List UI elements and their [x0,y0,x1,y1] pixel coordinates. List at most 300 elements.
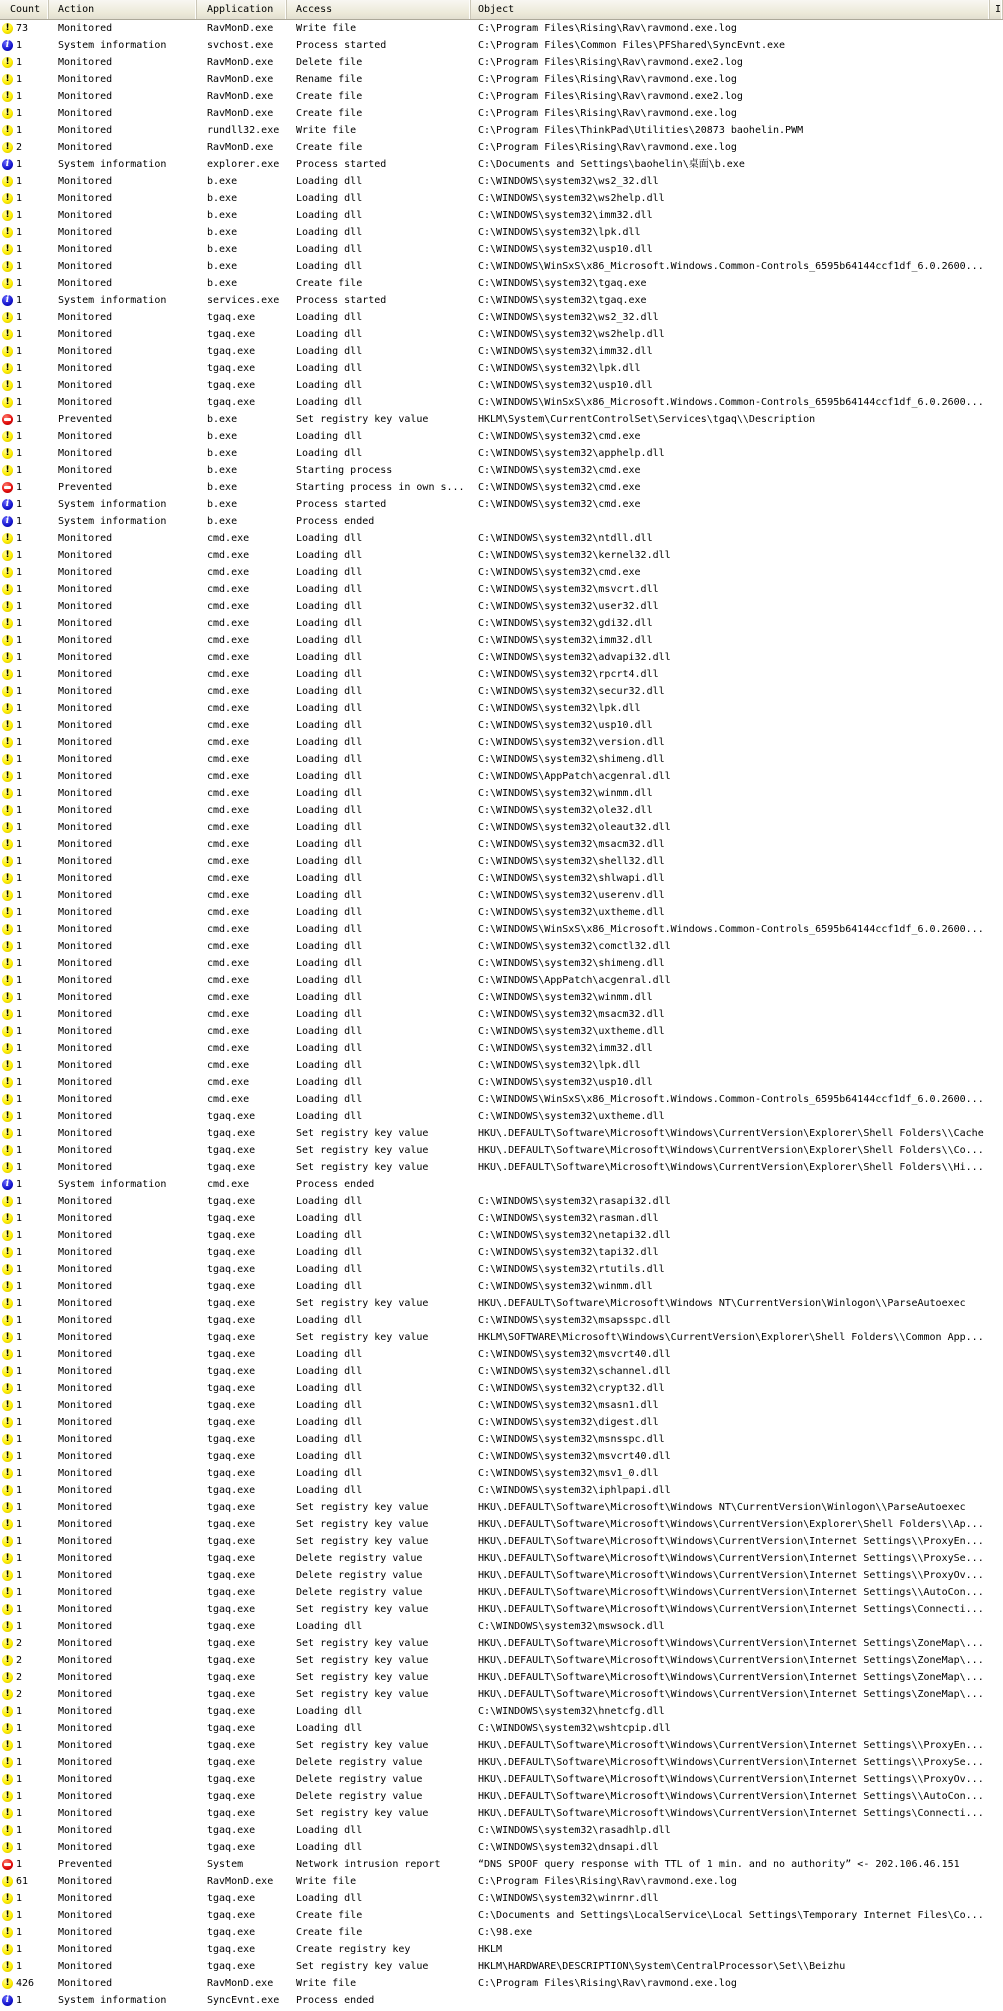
log-row[interactable] [0,479,1003,496]
action-cell: Monitored [58,550,113,561]
access-cell: Loading dll [296,618,363,629]
monitored-warning-icon: ! [2,1366,13,1377]
log-row[interactable] [0,785,1003,802]
log-row[interactable] [0,1346,1003,1363]
count-value: 1 [16,873,23,884]
column-header-object[interactable]: Object [471,0,990,19]
access-cell: Create file [296,91,363,102]
application-cell: cmd.exe [207,822,250,833]
log-row[interactable] [0,1482,1003,1499]
count-value: 1 [16,1536,23,1547]
monitored-warning-icon: ! [2,1451,13,1462]
object-cell: C:\WINDOWS\system32\uxtheme.dll [478,1111,665,1122]
application-cell: cmd.exe [207,652,250,663]
monitored-warning-icon: ! [2,210,13,221]
action-cell: Monitored [58,720,113,731]
object-cell: HKU\.DEFAULT\Software\Microsoft\Windows NT\CurrentVersion\Winlogon\\ParseAutoexec [478,1502,966,1513]
log-row[interactable] [0,1227,1003,1244]
log-row[interactable] [0,1720,1003,1737]
monitored-warning-icon: ! [2,431,13,442]
log-row[interactable] [0,1414,1003,1431]
application-cell: RavMonD.exe [207,57,274,68]
log-row[interactable] [0,1040,1003,1057]
log-row[interactable] [0,1652,1003,1669]
log-row[interactable] [0,258,1003,275]
access-cell: Set registry key value [296,414,429,425]
count-cell [0,938,49,955]
object-cell: C:\WINDOWS\system32\usp10.dll [478,380,653,391]
log-row[interactable] [0,1057,1003,1074]
application-cell: services.exe [207,295,280,306]
action-cell: Monitored [58,261,113,272]
log-row[interactable] [0,1516,1003,1533]
log-row[interactable] [0,547,1003,564]
log-row[interactable] [0,1907,1003,1924]
log-row[interactable] [0,666,1003,683]
log-row[interactable] [0,1142,1003,1159]
action-cell: Monitored [58,278,113,289]
log-row[interactable] [0,598,1003,615]
access-cell: Loading dll [296,1281,363,1292]
count-value: 1 [16,1196,23,1207]
monitored-warning-icon: ! [2,1264,13,1275]
monitored-warning-icon: ! [2,1774,13,1785]
monitored-warning-icon: ! [2,1638,13,1649]
object-cell: C:\WINDOWS\system32\shimeng.dll [478,754,665,765]
access-cell: Delete registry value [296,1774,423,1785]
count-cell [0,1856,49,1873]
log-row[interactable] [0,904,1003,921]
object-cell: C:\WINDOWS\system32\kernel32.dll [478,550,671,561]
log-row[interactable] [0,1244,1003,1261]
monitored-warning-icon: ! [2,1604,13,1615]
object-cell: C:\WINDOWS\system32\iphlpapi.dll [478,1485,671,1496]
access-cell: Delete registry value [296,1570,423,1581]
log-row[interactable] [0,1584,1003,1601]
monitored-warning-icon: ! [2,1060,13,1071]
object-cell: HKLM [478,1944,503,1955]
log-row[interactable] [0,1635,1003,1652]
count-value: 1 [16,788,23,799]
monitored-warning-icon: ! [2,839,13,850]
access-cell: Loading dll [296,448,363,459]
count-cell [0,275,49,292]
count-cell [0,1210,49,1227]
log-row[interactable] [0,139,1003,156]
object-cell: C:\WINDOWS\system32\netapi32.dll [478,1230,671,1241]
object-cell: C:\WINDOWS\WinSxS\x86_Microsoft.Windows.Common-Controls_6595b64144ccf1df_6.0.2600... [478,1094,984,1105]
log-row[interactable] [0,1669,1003,1686]
log-row[interactable] [0,921,1003,938]
log-row[interactable] [0,1686,1003,1703]
application-cell: cmd.exe [207,584,250,595]
log-row[interactable] [0,1550,1003,1567]
action-cell: Monitored [58,1264,113,1275]
object-cell: C:\Program Files\Rising\Rav\ravmond.exe.log [478,23,737,34]
log-row[interactable] [0,173,1003,190]
log-row[interactable] [0,411,1003,428]
action-cell: Monitored [58,1842,113,1853]
action-cell: Monitored [58,1247,113,1258]
log-row[interactable] [0,394,1003,411]
column-header-access[interactable]: Access [287,0,471,19]
monitored-warning-icon: ! [2,1536,13,1547]
application-cell: b.exe [207,176,238,187]
action-cell: Monitored [58,1774,113,1785]
log-row[interactable] [0,105,1003,122]
log-row[interactable] [0,1924,1003,1941]
application-cell: System [207,1859,244,1870]
log-row[interactable] [0,1890,1003,1907]
system-information-icon: i [2,1995,13,2006]
log-row[interactable] [0,530,1003,547]
access-cell: Loading dll [296,176,363,187]
count-value: 1 [16,1502,23,1513]
monitored-warning-icon: ! [2,1247,13,1258]
log-row[interactable] [0,1958,1003,1975]
log-row[interactable] [0,207,1003,224]
log-row[interactable] [0,768,1003,785]
log-row[interactable] [0,564,1003,581]
count-value: 1 [16,1553,23,1564]
access-cell: Loading dll [296,1009,363,1020]
log-row[interactable] [0,632,1003,649]
count-value: 1 [16,1859,23,1870]
log-row[interactable] [0,1312,1003,1329]
access-cell: Loading dll [296,720,363,731]
count-value: 1 [16,1451,23,1462]
count-value: 61 [16,1876,29,1887]
access-cell: Set registry key value [296,1298,429,1309]
count-cell [0,1142,49,1159]
log-row[interactable] [0,836,1003,853]
log-row[interactable] [0,1431,1003,1448]
log-row[interactable] [0,1737,1003,1754]
log-row[interactable] [0,326,1003,343]
monitored-warning-icon: ! [2,1128,13,1139]
column-header-information[interactable]: I [990,0,1003,19]
log-row[interactable] [0,751,1003,768]
object-cell: HKU\.DEFAULT\Software\Microsoft\Windows\CurrentVersion\Internet Settings\ZoneMap\... [478,1655,984,1666]
log-row[interactable] [0,717,1003,734]
log-row[interactable] [0,734,1003,751]
count-value: 1 [16,40,23,51]
application-cell: tgaq.exe [207,1672,256,1683]
log-row[interactable] [0,1567,1003,1584]
log-row[interactable] [0,88,1003,105]
access-cell: Set registry key value [296,1655,429,1666]
log-row[interactable] [0,1006,1003,1023]
count-value: 1 [16,431,23,442]
log-row[interactable] [0,1754,1003,1771]
log-row[interactable] [0,649,1003,666]
count-cell [0,649,49,666]
count-cell [0,207,49,224]
access-cell: Loading dll [296,822,363,833]
object-cell: “DNS SPOOF query response with TTL of 1 min. and no authority” <- 202.106.46.151 [478,1859,960,1870]
log-row[interactable] [0,1499,1003,1516]
application-cell: cmd.exe [207,1060,250,1071]
count-value: 1 [16,176,23,187]
log-row[interactable] [0,938,1003,955]
count-cell [0,139,49,156]
count-cell [0,632,49,649]
log-row[interactable] [0,122,1003,139]
log-row[interactable] [0,377,1003,394]
action-cell: System information [58,516,167,527]
log-row[interactable] [0,1193,1003,1210]
log-row[interactable] [0,1397,1003,1414]
object-cell: C:\WINDOWS\system32\cmd.exe [478,499,641,510]
application-cell: cmd.exe [207,856,250,867]
action-cell: Monitored [58,788,113,799]
object-cell: HKU\.DEFAULT\Software\Microsoft\Windows\CurrentVersion\Explorer\Shell Folders\\Hi... [478,1162,984,1173]
object-cell: C:\WINDOWS\system32\msv1_0.dll [478,1468,659,1479]
count-cell [0,853,49,870]
count-cell [0,870,49,887]
action-cell: Monitored [58,1672,113,1683]
count-value: 1 [16,1026,23,1037]
action-cell: Monitored [58,1451,113,1462]
log-row[interactable] [0,1159,1003,1176]
count-cell [0,1397,49,1414]
log-row[interactable] [0,1822,1003,1839]
log-row[interactable] [0,887,1003,904]
log-row[interactable] [0,513,1003,530]
log-row[interactable] [0,1805,1003,1822]
monitored-warning-icon: ! [2,329,13,340]
count-value: 1 [16,482,23,493]
log-row[interactable] [0,309,1003,326]
log-row[interactable] [0,1975,1003,1992]
log-row[interactable] [0,156,1003,173]
log-row[interactable] [0,1941,1003,1958]
log-row[interactable] [0,224,1003,241]
log-row[interactable] [0,1788,1003,1805]
log-row[interactable] [0,1992,1003,2009]
access-cell: Loading dll [296,312,363,323]
count-cell [0,1006,49,1023]
log-row[interactable] [0,1533,1003,1550]
log-row[interactable] [0,1873,1003,1890]
action-cell: Monitored [58,1978,113,1989]
monitored-warning-icon: ! [2,465,13,476]
count-value: 1 [16,57,23,68]
log-row[interactable] [0,1601,1003,1618]
object-cell: C:\Documents and Settings\baohelin\桌面\b.exe [478,159,745,170]
count-value: 1 [16,941,23,952]
log-row[interactable] [0,1023,1003,1040]
access-cell: Loading dll [296,1434,363,1445]
log-row[interactable] [0,972,1003,989]
log-row[interactable] [0,1091,1003,1108]
count-value: 1 [16,737,23,748]
object-cell: C:\WINDOWS\system32\msasn1.dll [478,1400,659,1411]
application-cell: cmd.exe [207,601,250,612]
log-row[interactable] [0,1210,1003,1227]
application-cell: tgaq.exe [207,1145,256,1156]
count-cell [0,751,49,768]
object-cell: C:\WINDOWS\WinSxS\x86_Microsoft.Windows.Common-Controls_6595b64144ccf1df_6.0.2600... [478,261,984,272]
count-cell [0,1193,49,1210]
object-cell: C:\WINDOWS\system32\msvcrt40.dll [478,1349,671,1360]
log-row[interactable] [0,870,1003,887]
log-row[interactable] [0,292,1003,309]
log-row[interactable] [0,853,1003,870]
log-row[interactable] [0,989,1003,1006]
log-row[interactable] [0,581,1003,598]
monitored-warning-icon: ! [2,1927,13,1938]
count-cell [0,1873,49,1890]
monitored-warning-icon: ! [2,1196,13,1207]
object-cell: HKU\.DEFAULT\Software\Microsoft\Windows\CurrentVersion\Internet Settings\Connecti... [478,1604,984,1615]
object-cell: C:\WINDOWS\system32\lpk.dll [478,703,641,714]
access-cell: Loading dll [296,601,363,612]
log-row[interactable] [0,1125,1003,1142]
log-row[interactable] [0,1465,1003,1482]
log-row[interactable] [0,241,1003,258]
log-row[interactable] [0,428,1003,445]
log-row[interactable] [0,360,1003,377]
action-cell: Monitored [58,1298,113,1309]
log-row[interactable] [0,462,1003,479]
count-cell [0,1329,49,1346]
action-cell: Monitored [58,1502,113,1513]
log-row[interactable] [0,20,1003,37]
object-cell: C:\Program Files\Rising\Rav\ravmond.exe.log [478,1876,737,1887]
log-row[interactable] [0,1618,1003,1635]
column-header-count[interactable]: Count [0,0,49,19]
access-cell: Loading dll [296,584,363,595]
monitored-warning-icon: ! [2,1281,13,1292]
system-information-icon: i [2,1179,13,1190]
action-cell: Monitored [58,975,113,986]
log-row[interactable] [0,1771,1003,1788]
object-cell: C:\WINDOWS\system32\shlwapi.dll [478,873,665,884]
action-cell: Monitored [58,1723,113,1734]
count-value: 1 [16,159,23,170]
log-row[interactable] [0,1363,1003,1380]
count-cell [0,530,49,547]
count-cell [0,411,49,428]
log-row[interactable] [0,1074,1003,1091]
count-value: 1 [16,1995,23,2006]
monitored-warning-icon: ! [2,1298,13,1309]
object-cell: C:\WINDOWS\system32\winmm.dll [478,788,653,799]
object-cell: C:\WINDOWS\system32\msacm32.dll [478,839,665,850]
log-row[interactable] [0,1278,1003,1295]
application-cell: tgaq.exe [207,1723,256,1734]
count-cell [0,88,49,105]
monitored-warning-icon: ! [2,686,13,697]
log-row[interactable] [0,615,1003,632]
access-cell: Loading dll [296,397,363,408]
application-cell: tgaq.exe [207,1808,256,1819]
column-header-action[interactable]: Action [49,0,197,19]
monitored-warning-icon: ! [2,74,13,85]
count-cell [0,1227,49,1244]
count-value: 1 [16,1434,23,1445]
object-cell: C:\WINDOWS\system32\shimeng.dll [478,958,665,969]
object-cell: C:\WINDOWS\system32\hnetcfg.dll [478,1706,665,1717]
action-cell: Monitored [58,1349,113,1360]
count-cell [0,71,49,88]
access-cell: Loading dll [296,771,363,782]
log-row[interactable] [0,1329,1003,1346]
log-row[interactable] [0,1108,1003,1125]
log-row[interactable] [0,1856,1003,1873]
application-cell: tgaq.exe [207,1400,256,1411]
action-cell: Monitored [58,142,113,153]
application-cell: cmd.exe [207,550,250,561]
log-row[interactable] [0,190,1003,207]
log-row[interactable] [0,1448,1003,1465]
log-row[interactable] [0,1703,1003,1720]
access-cell: Loading dll [296,652,363,663]
object-cell: C:\WINDOWS\system32\rasapi32.dll [478,1196,671,1207]
application-cell: cmd.exe [207,618,250,629]
monitored-warning-icon: ! [2,1315,13,1326]
object-cell: C:\WINDOWS\system32\ws2_32.dll [478,312,659,323]
monitored-warning-icon: ! [2,1587,13,1598]
log-row[interactable] [0,1839,1003,1856]
application-cell: tgaq.exe [207,1910,256,1921]
monitored-warning-icon: ! [2,1910,13,1921]
application-cell: cmd.exe [207,992,250,1003]
object-cell: C:\WINDOWS\system32\ws2help.dll [478,329,665,340]
action-cell: Monitored [58,329,113,340]
log-row[interactable] [0,700,1003,717]
log-row[interactable] [0,445,1003,462]
action-cell: Monitored [58,635,113,646]
log-row[interactable] [0,819,1003,836]
object-cell: C:\WINDOWS\system32\oleaut32.dll [478,822,671,833]
access-cell: Process started [296,40,387,51]
log-row[interactable] [0,1176,1003,1193]
application-cell: tgaq.exe [207,312,256,323]
monitored-warning-icon: ! [2,584,13,595]
action-cell: Monitored [58,1128,113,1139]
log-row[interactable] [0,955,1003,972]
log-row[interactable] [0,71,1003,88]
log-row[interactable] [0,496,1003,513]
access-cell: Delete registry value [296,1791,423,1802]
monitored-warning-icon: ! [2,261,13,272]
log-row[interactable] [0,1380,1003,1397]
access-cell: Loading dll [296,567,363,578]
log-row[interactable] [0,37,1003,54]
count-value: 1 [16,1298,23,1309]
count-value: 1 [16,652,23,663]
log-row[interactable] [0,54,1003,71]
monitored-warning-icon: ! [2,1842,13,1853]
count-value: 1 [16,363,23,374]
access-cell: Loading dll [296,669,363,680]
count-value: 1 [16,754,23,765]
column-header-application[interactable]: Application [197,0,287,19]
log-row[interactable] [0,275,1003,292]
action-cell: Monitored [58,737,113,748]
count-value: 1 [16,312,23,323]
access-cell: Write file [296,23,357,34]
log-row[interactable] [0,802,1003,819]
application-cell: tgaq.exe [207,1825,256,1836]
log-row[interactable] [0,343,1003,360]
log-row[interactable] [0,1295,1003,1312]
log-row[interactable] [0,1261,1003,1278]
log-row[interactable] [0,683,1003,700]
access-cell: Loading dll [296,1706,363,1717]
